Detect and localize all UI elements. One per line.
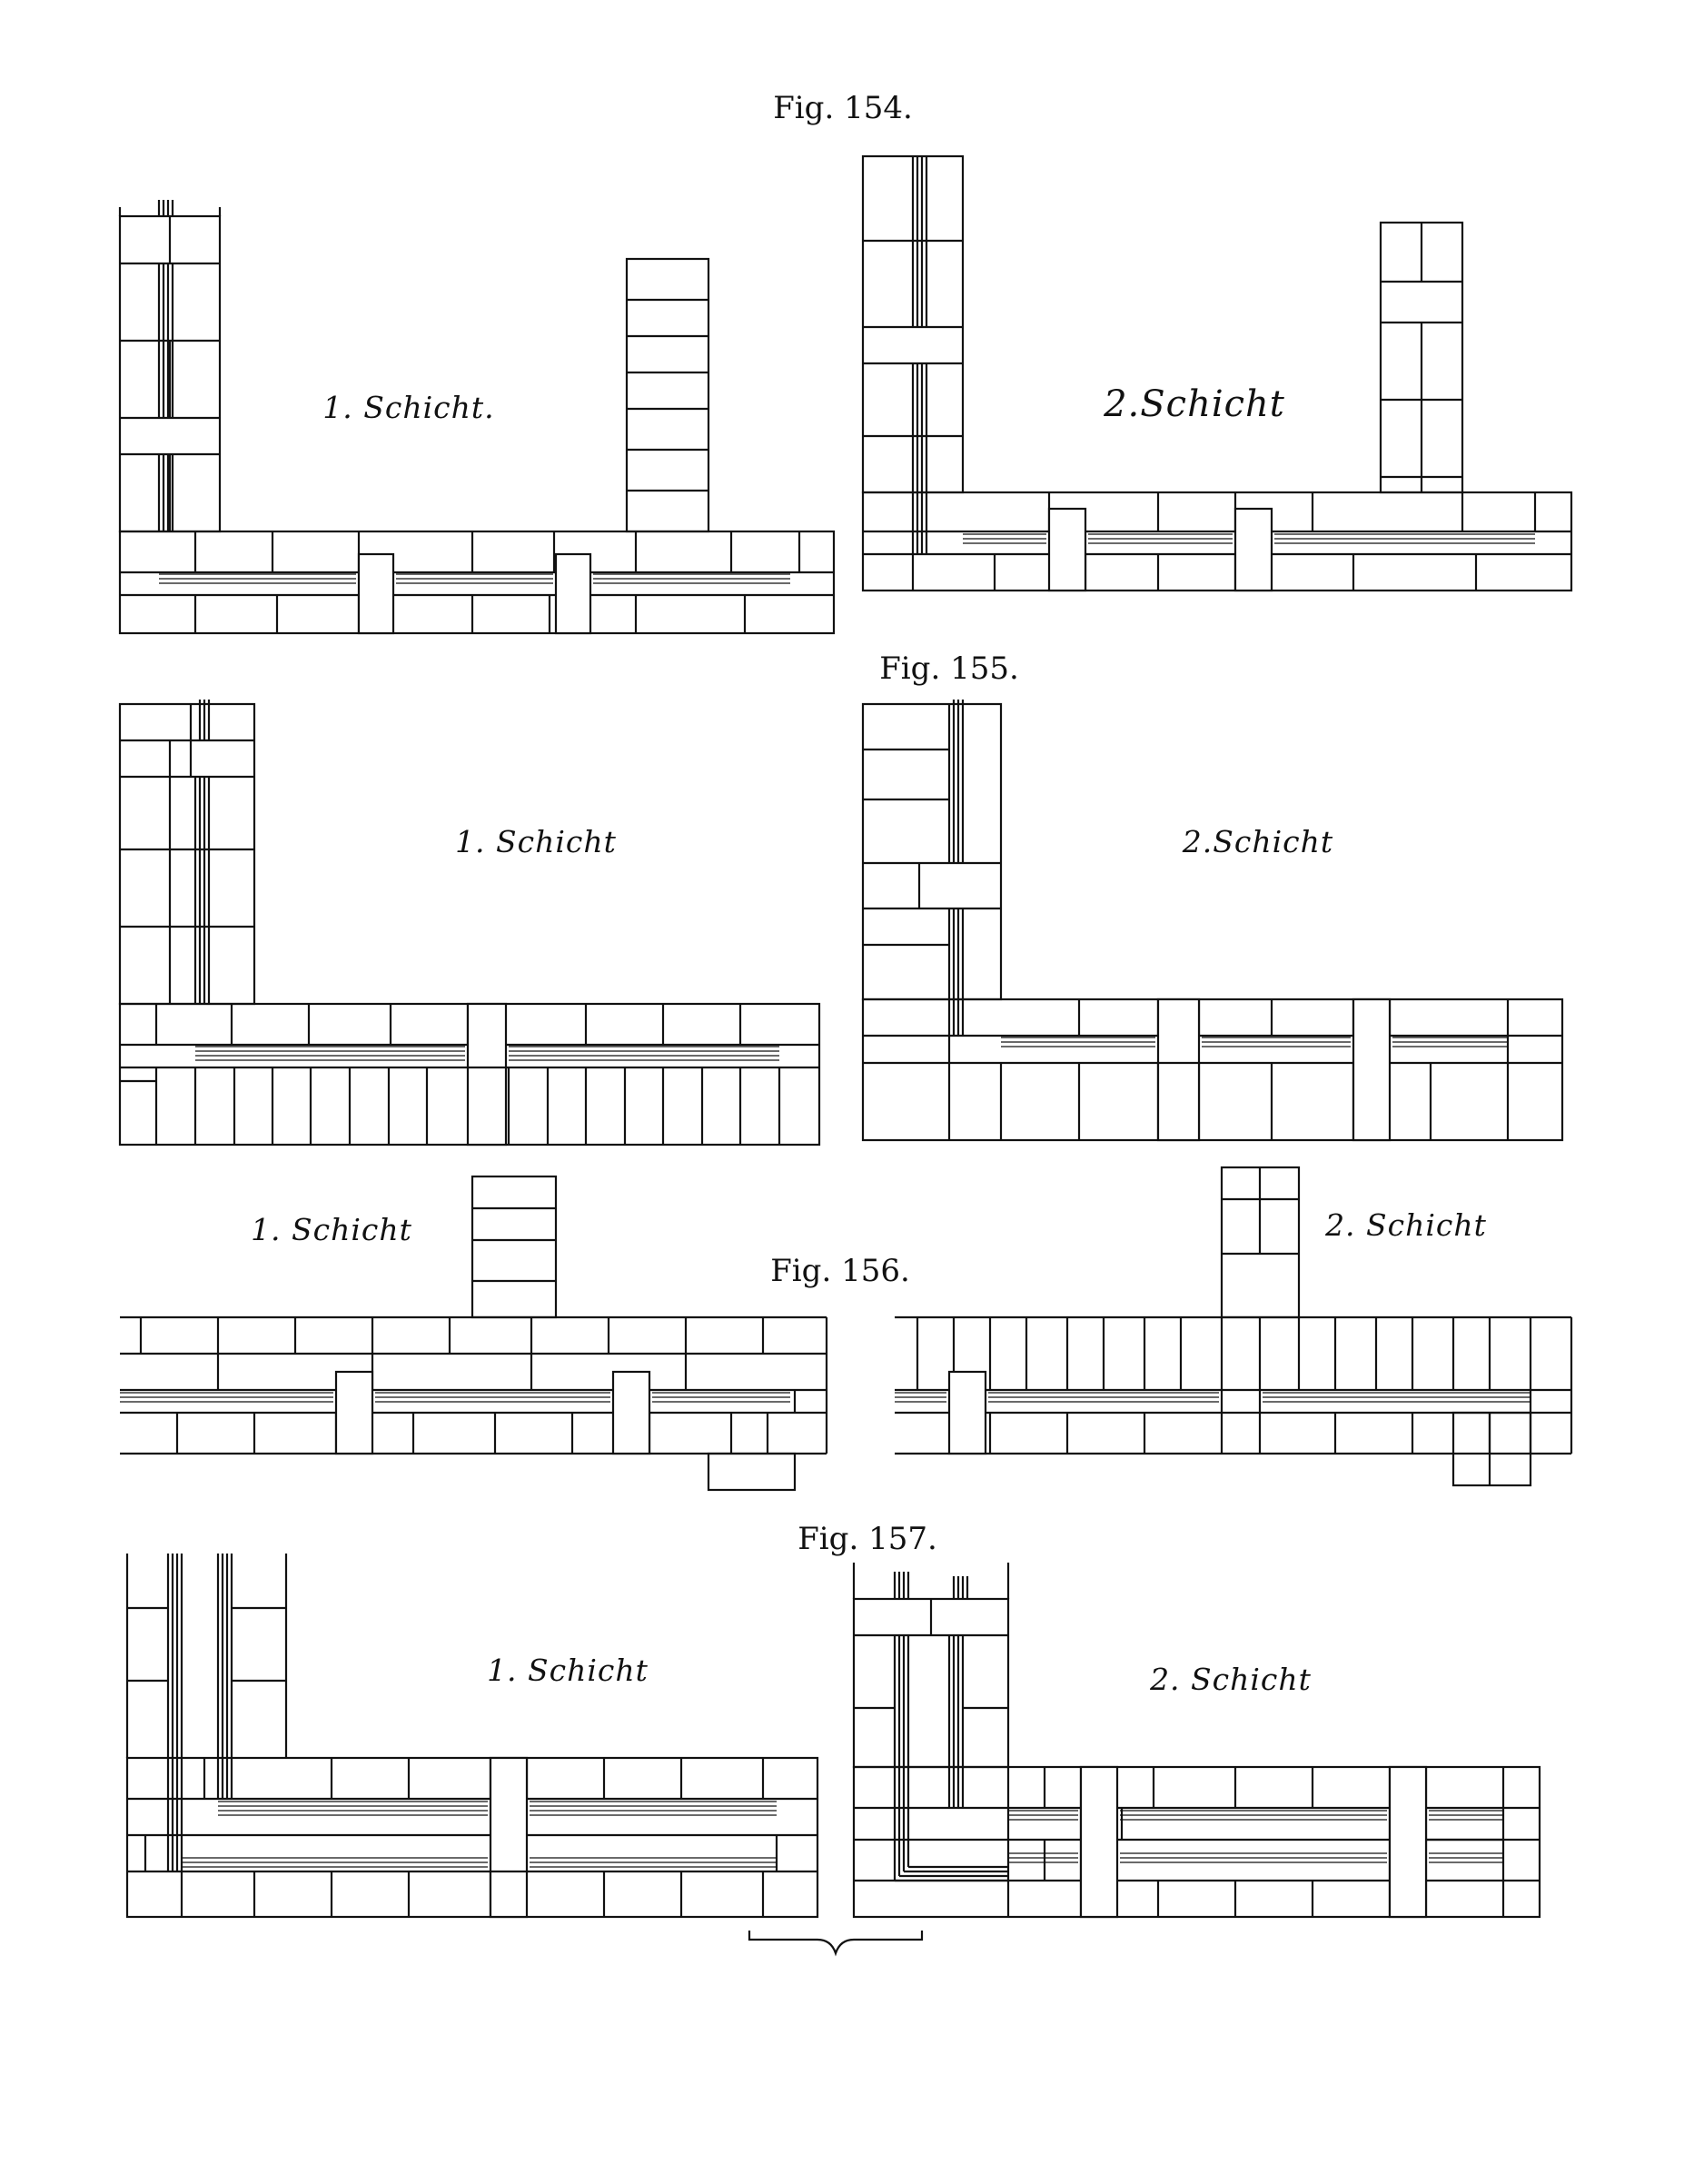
fig-154-caption: Fig. 154. [773,90,913,126]
fig-155-caption: Fig. 155. [879,650,1019,687]
fig-155 [120,650,1562,1145]
fig-155-layer-1-label: 1. Schicht [455,824,617,859]
fig-157-grouping-brace [749,1931,922,1953]
fig-157 [127,1521,1540,1953]
fig-156 [120,1167,1571,1490]
fig-154-layer-2-label: 2.Schicht [1104,383,1285,425]
fig-154 [120,90,1571,633]
fig-156-layer-1-joints [120,1393,790,1402]
fig-154-layer-1-joints [159,574,790,583]
fig-157-layer-2-label: 2. Schicht [1150,1662,1312,1697]
fig-155-layer-2-plan [863,700,1562,1140]
fig-157-layer-2-plan [854,1563,1540,1917]
fig-155-layer-2-joints [1001,1037,1508,1047]
fig-157-layer-1-label: 1. Schicht [487,1653,649,1688]
fig-156-caption: Fig. 156. [770,1253,910,1289]
fig-156-layer-1-plan [120,1176,827,1490]
fig-155-layer-2-label: 2.Schicht [1182,824,1334,859]
fig-155-layer-1-plan [120,700,819,1145]
fig-154-layer-2-plan [863,156,1571,591]
fig-156-layer-1-label: 1. Schicht [251,1212,412,1247]
fig-157-caption: Fig. 157. [798,1521,937,1557]
fig-156-layer-2-label: 2. Schicht [1325,1207,1487,1243]
fig-154-layer-1-label: 1. Schicht. [322,390,495,425]
fig-156-layer-2-joints [895,1393,1531,1402]
